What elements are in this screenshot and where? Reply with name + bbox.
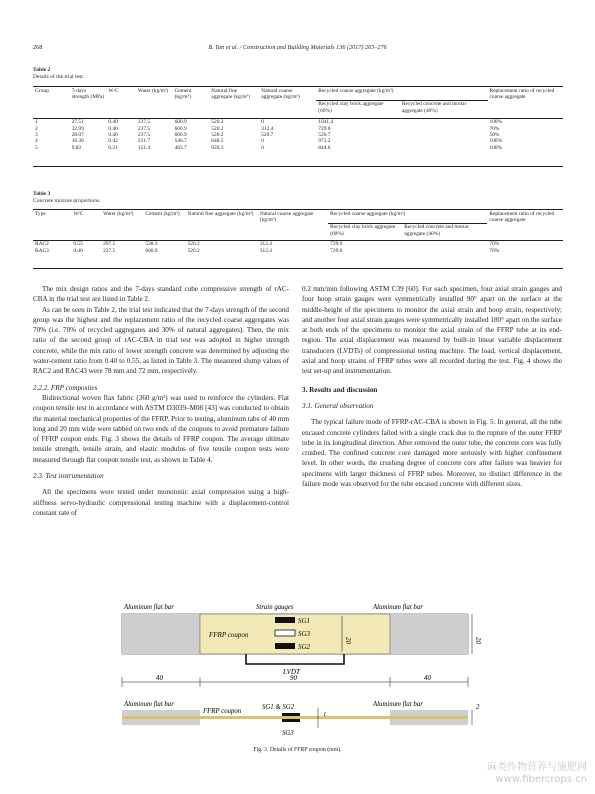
t2-h-rca: Recycled coarse aggregate (kg/m³) <box>316 88 487 101</box>
table-cell: 520.2 <box>211 131 224 138</box>
side-ffrp-coupon <box>122 716 468 719</box>
table-cell: 4 <box>35 138 38 145</box>
table-cell: 520.2 <box>187 241 200 248</box>
paragraph: The mix design ratios and the 7-days standard cube compressive strength of rAC-CBA in the trial test are listed in Table 2. <box>33 285 289 304</box>
table2-caption: Details of the trial test. <box>33 74 85 80</box>
table-cell: 844.6 <box>318 144 331 151</box>
section-heading: 3. Results and discussion <box>302 385 378 394</box>
left-column <box>33 284 289 518</box>
table-cell: RAC2 <box>35 241 49 248</box>
table-cell: 729.0 <box>318 125 331 132</box>
table-cell: 520.7 <box>318 131 331 138</box>
label-side-t: t <box>324 711 326 718</box>
table-cell: 5 <box>35 144 38 151</box>
table-cell: 1041.4 <box>318 119 334 126</box>
t3-h-water: Water (kg/m³) <box>103 211 134 217</box>
table-cell: 16.36 <box>71 138 84 145</box>
t2-h-wc: W/C <box>108 88 119 94</box>
t3-h-ratio: Replacement ratio of recycled coarse aggregate <box>489 211 555 224</box>
table-cell: 600.9 <box>174 131 187 138</box>
table2-top-rule <box>33 86 563 87</box>
figure-3 <box>0 598 595 748</box>
figure-3-caption: Fig. 3. Details of FFRP coupon (mm). <box>253 747 342 753</box>
t3-h-rca-brick: Recycled clay brick aggregate (60%) <box>330 224 396 237</box>
paragraph: As can be seen in Table 2, the trial test indicated that the 7-days strength of the second group was the highest and the replacement ratio of the recycled coarse aggregates was 70% (i.e. 70% of recycled aggregates and 30% of natural aggregates). Then, the mix ratio of the second group of rAC-CBA in trial test was adopted in higher strength concrete, while the mix ratio of lower strength concrete was determined by adjusting the water-cement ratio from 0.40 to 0.55, as listed in Table 3. The measured slump values of RAC2 and RAC43 were 78 mm and 72 mm, respectively. <box>33 305 289 376</box>
table-cell: 312.4 <box>259 241 272 248</box>
table-cell: 0.31 <box>108 144 118 151</box>
label-dim-40-left: 40 <box>156 674 163 682</box>
table-row <box>33 248 563 254</box>
table-cell: 32.99 <box>71 125 84 132</box>
label-sg1: SG1 <box>298 617 311 625</box>
table-cell: 600.9 <box>145 247 158 254</box>
t3-h-rca-concrete: Recycled concrete and mortar aggregate (40%) <box>404 224 469 237</box>
table-cell: 50% <box>489 131 500 138</box>
table-cell: 648.5 <box>211 138 224 145</box>
table-cell: 28.07 <box>71 131 84 138</box>
label-dim-90: 90 <box>290 674 297 682</box>
aluminum-tab-left <box>122 614 200 654</box>
table-cell: 600.9 <box>174 125 187 132</box>
table-cell: 973.2 <box>318 138 331 145</box>
label-ffrp-coupon: FFRP coupon <box>209 631 249 639</box>
table-cell: 0 <box>261 138 264 145</box>
label-sg2: SG2 <box>298 643 311 651</box>
watermark <box>487 762 587 786</box>
t3-h-type: Type <box>35 211 46 217</box>
t3-h-nca: Natural coarse aggregate (kg/m³) <box>259 211 314 224</box>
table3 <box>33 211 563 254</box>
t2-h-ratio: Replacement ratio of recycled coarse aggregate <box>489 88 555 101</box>
label-sg3: SG3 <box>298 630 311 638</box>
t3-h-rca: Recycled coarse aggregate (kg/m³) <box>328 211 487 224</box>
table2-caption-block <box>33 67 84 81</box>
label-side-aluminum-left: Aluminum flat bar <box>124 701 174 708</box>
table3-caption: Concrete mixture proportions. <box>33 198 101 204</box>
running-header <box>0 44 595 56</box>
t2-h-rca-concrete: Recycled concrete and mortar aggregate (40%) <box>401 101 467 114</box>
label-aluminum-right: Aluminum flat bar <box>373 604 423 611</box>
watermark-line2: www.fibercrops.cn <box>495 774 587 785</box>
table-cell: 0.42 <box>108 138 118 145</box>
table-cell: 520.7 <box>261 131 274 138</box>
table-cell: 0 <box>261 119 264 126</box>
label-dim-20-outer: 20 <box>474 637 482 644</box>
table-cell: 237.5 <box>137 131 151 138</box>
table-cell: 538.3 <box>145 241 158 248</box>
table-cell: 297.5 <box>103 241 116 248</box>
label-side-sg12: SG1 & SG2 <box>262 704 295 711</box>
strain-gauge-sg1 <box>275 617 295 623</box>
table-cell: 151.4 <box>137 144 151 151</box>
label-strain-gauges: Strain gauges <box>256 604 294 611</box>
t2-h-nfa: Natural fine aggregate (kg/m³) <box>211 88 250 101</box>
page-number: 268 <box>33 44 43 51</box>
table-cell: 100% <box>489 138 503 145</box>
table-cell: 0.40 <box>108 125 118 132</box>
table-cell: 312.4 <box>261 125 274 132</box>
side-gauge-sg12 <box>282 713 300 716</box>
table3-bottom-rule <box>33 268 563 269</box>
label-side-sg3: SG3 <box>282 730 294 737</box>
table-cell: 0 <box>261 144 264 151</box>
t3-h-cement: Cement (kg/m³) <box>145 211 180 217</box>
label-dim-40-right: 40 <box>424 674 431 682</box>
table2 <box>33 88 563 151</box>
right-column <box>302 284 562 489</box>
label-aluminum-left: Aluminum flat bar <box>124 604 174 611</box>
side-gauge-sg3 <box>282 719 300 722</box>
journal-citation: B. Yan et al. / Construction and Building Materials 136 (2017) 265–276 <box>208 44 387 51</box>
t2-h-rca-brick: Recycled clay brick aggregate (60%) <box>318 101 384 114</box>
table-cell: 0.40 <box>73 247 83 254</box>
table-cell: RAC3 <box>35 247 49 254</box>
strain-gauge-sg3 <box>275 630 295 636</box>
table-cell: 231.7 <box>137 138 151 145</box>
watermark-line1: 麻类作物营养与施肥网 <box>487 762 587 773</box>
table3-label: Table 3 <box>33 191 51 197</box>
section-heading: 2.2.2. FRP composites <box>33 383 98 392</box>
subsection-heading: 3.1. General observation <box>302 401 374 410</box>
table-cell: 3 <box>35 131 38 138</box>
table-cell: 70% <box>489 247 500 254</box>
table-cell: 237.5 <box>137 119 151 126</box>
table-cell: 483.7 <box>174 144 187 151</box>
table-cell: 520.2 <box>211 119 224 126</box>
table-cell: 2 <box>35 125 38 132</box>
label-side-coupon: FFRP coupon <box>203 708 242 715</box>
table-cell: 729.0 <box>330 241 343 248</box>
table-row <box>33 241 563 248</box>
label-lvdt: LVDT <box>283 668 300 676</box>
table-cell: 70% <box>489 125 500 132</box>
t3-h-nfa: Natural fine aggregate (kg/m³) <box>187 211 254 217</box>
t2-h-strength: 7-days strength (MPa) <box>71 88 105 101</box>
table2-bottom-rule <box>33 166 563 167</box>
strain-gauge-sg2 <box>275 643 295 649</box>
table-cell: 600.9 <box>174 119 187 126</box>
table-cell: 729.0 <box>330 247 343 254</box>
table-cell: 237.5 <box>103 247 116 254</box>
lvdt-bracket <box>246 654 344 664</box>
paragraph: 0.2 mm/min following ASTM C39 [60]. For each specimen, four axial strain gauges and four hoop strain gauges were symmetrically installed 90° apart on the surface at the middle-height of the specimens to monitor the axial strain and hoop strain, respectively; and another four axial strain gauges were symmetrically installed 180° apart on the surface at both ends of the specimens to monitor the axial strain of the FFRP tube at its end-region. The axial displacement was measured by built-in linear variable displacement transducers (LVDTs) of compressional testing machine. The load, vertical displacement, axial and hoop strains of FFRP tubes were all recorded during the test. Fig. 4 shows the test set-up and instrumentation. <box>302 285 562 376</box>
table-cell: 0.40 <box>108 119 118 126</box>
t2-h-water: Water (kg/m³) <box>137 88 169 94</box>
paragraph: The typical failure mode of FFRP-rAC-CBA is shown in Fig. 5. In general, all the tube encased concrete cylinders failed with a single crack due to the rupture of the outer FFRP tube in its longitudinal direction. After removed the outer tube, the concrete core was fully crushed. The confined concrete core damaged more seriously with higher confinement level. In other words, the crushing degree of concrete core after failure was heavier for specimens with larger thickness of FFRP tubes. Moreover, no distinct difference in the failure mode was observed for the tube encased concrete with different sizes. <box>302 418 562 489</box>
table-cell: 312.4 <box>259 247 272 254</box>
table-cell: 920.3 <box>211 144 224 151</box>
t2-h-nca: Natural coarse aggregate (kg/m³) <box>261 88 300 101</box>
table-row <box>33 119 563 126</box>
side-aluminum-right <box>390 710 468 716</box>
table2-label: Table 2 <box>33 67 51 73</box>
label-side-2: 2 <box>476 704 480 711</box>
table-cell: 9.83 <box>71 144 82 151</box>
table3-top-rule <box>33 209 563 210</box>
aluminum-tab-right <box>390 614 468 654</box>
table-cell: 27.51 <box>71 119 84 126</box>
table-cell: 520.2 <box>211 125 224 132</box>
table-cell: 237.5 <box>137 125 151 132</box>
t2-h-cement: Cement (kg/m³) <box>174 88 192 101</box>
t3-h-wc: W/C <box>73 211 84 217</box>
t2-h-group: Group <box>35 88 49 94</box>
table3-caption-block <box>33 191 101 205</box>
section-heading: 2.3. Test instrumentation <box>33 472 104 481</box>
table-cell: 1 <box>35 119 38 126</box>
label-side-aluminum-right: Aluminum flat bar <box>373 701 423 708</box>
table-cell: 520.2 <box>187 247 200 254</box>
table-cell: 546.7 <box>174 138 187 145</box>
table-cell: 70% <box>489 241 500 248</box>
table-row <box>33 145 563 151</box>
paragraph: Bidirectional woven flax fabric (360 g/m²) was used to reinforce the cylinders. Flat coupon tensile test in accordance with ASTM D3039–M08 [43] was conducted to obtain the material mechanical properties of the FFRP. Prior to testing, aluminum tabs of 40 mm long and 20 mm wide were tabbed on two ends of the coupons to avoid premature failure of FFRP coupon ends. Fig. 3 shows the details of FFRP coupon. The average ultimate tensile strength, tensile strain, and elastic modulus of five tensile coupon tests were measured through flat coupon tensile test, as shown in Table 4. <box>33 393 289 464</box>
paragraph: All the specimens were tested under monotonic axial compression using a high-stiffness servo-hydraulic compressional testing machine with a displacement-control constant rate of <box>33 488 289 517</box>
side-aluminum-left <box>122 710 200 716</box>
table-cell: 0.55 <box>73 241 83 248</box>
table-cell: 100% <box>489 119 503 126</box>
table-cell: 100% <box>489 144 503 151</box>
table-cell: 0.40 <box>108 131 118 138</box>
label-dim-20-inner: 20 <box>344 637 352 644</box>
